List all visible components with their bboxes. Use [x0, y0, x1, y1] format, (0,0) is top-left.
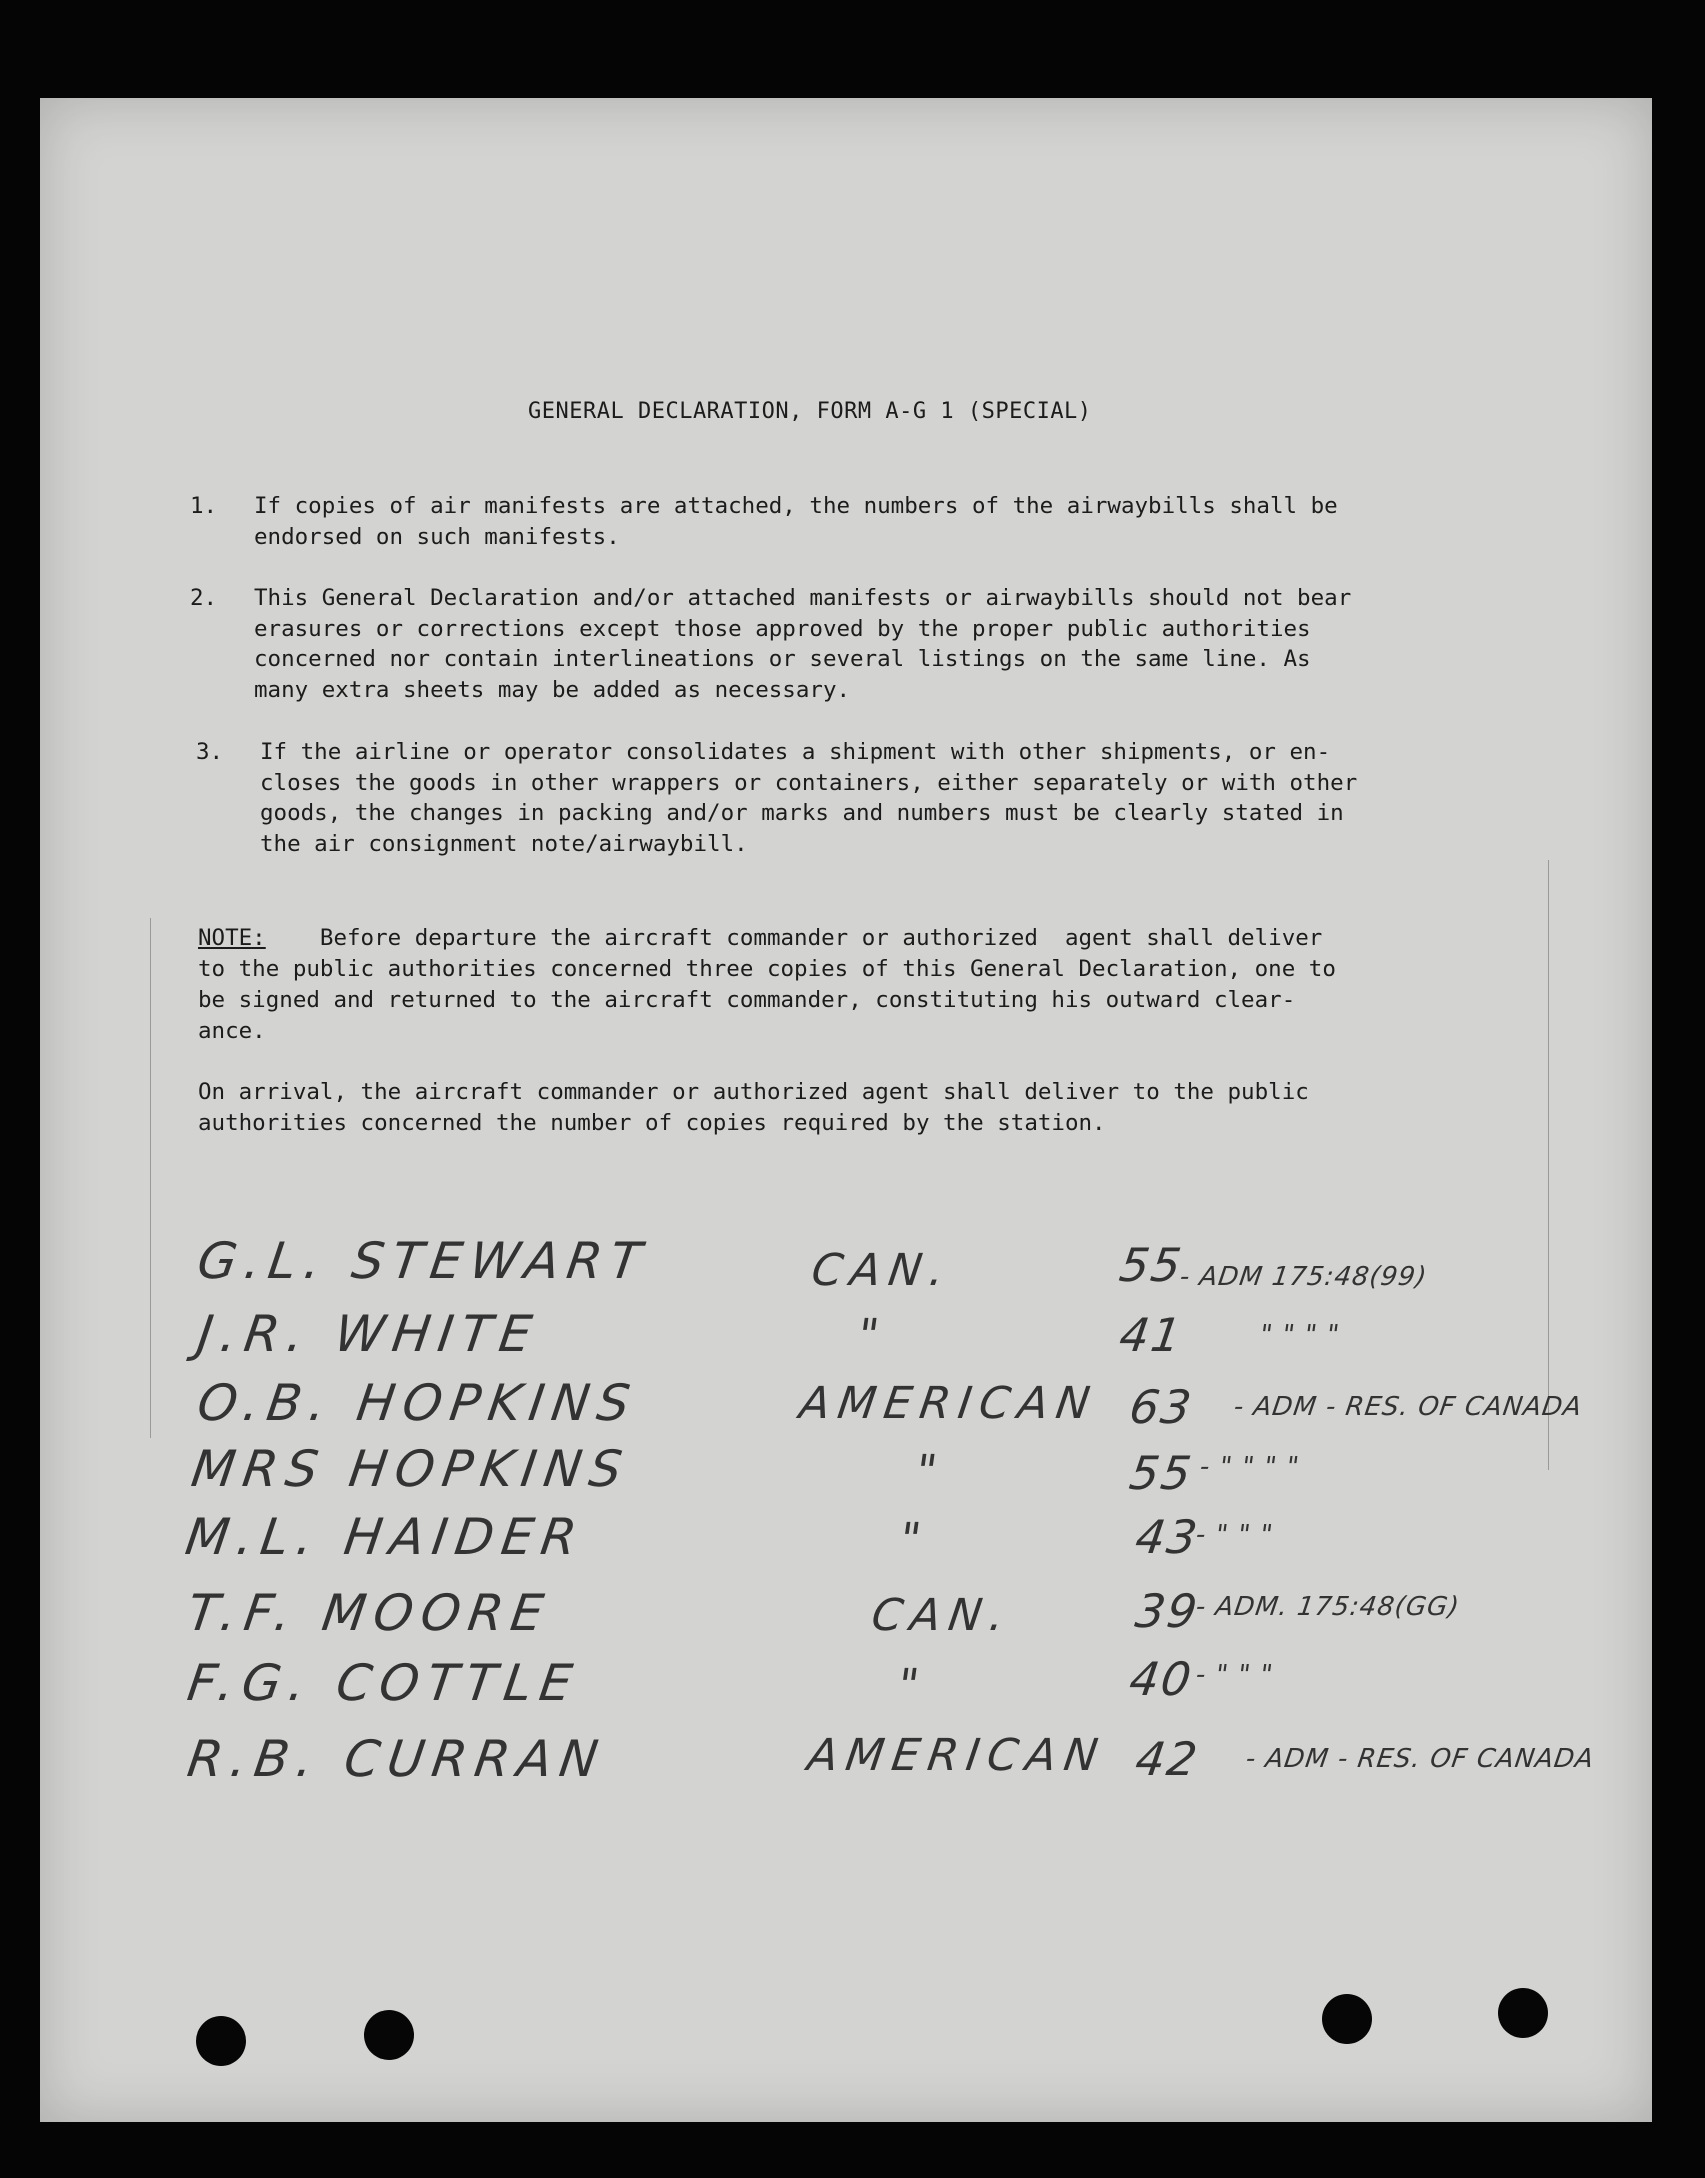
- passenger-remark: - " " ": [1193, 1520, 1276, 1550]
- note-line: ance.: [198, 1018, 266, 1044]
- passenger-name: O.B. HOPKINS: [193, 1374, 642, 1432]
- passenger-name: J.R. WHITE: [193, 1305, 544, 1363]
- passenger-nationality: CAN.: [808, 1245, 956, 1296]
- passenger-remark: - ADM. 175:48(GG): [1193, 1592, 1462, 1622]
- passenger-age: 55: [1116, 1238, 1187, 1292]
- passenger-remark: " " " ": [1257, 1320, 1342, 1350]
- note-line: be signed and returned to the aircraft commander, constituting his outward clear-: [198, 987, 1296, 1013]
- arrival-line: On arrival, the aircraft commander or authorized agent shall deliver to the public: [198, 1079, 1309, 1105]
- passenger-remark: - ADM 175:48(99): [1177, 1262, 1430, 1292]
- passenger-remark: - ADM - RES. OF CANADA: [1243, 1744, 1597, 1774]
- passenger-name: MRS HOPKINS: [187, 1440, 634, 1498]
- item-line: This General Declaration and/or attached manifests or airwaybills should not bear: [254, 585, 1352, 611]
- document-title: GENERAL DECLARATION, FORM A-G 1 (SPECIAL): [528, 399, 1092, 424]
- item-number: 2.: [190, 585, 218, 611]
- passenger-remark: - ADM - RES. OF CANADA: [1231, 1392, 1585, 1422]
- item-line: If the airline or operator consolidates a shipment with other shipments, or en-: [260, 739, 1331, 765]
- item-number: 1.: [190, 493, 218, 519]
- item-line: closes the goods in other wrappers or containers, either separately or with other: [260, 769, 1358, 796]
- passenger-nationality: ": [912, 1446, 948, 1497]
- note-label: NOTE:: [198, 925, 266, 951]
- passenger-name: F.G. COTTLE: [183, 1654, 584, 1712]
- passenger-name: R.B. CURRAN: [183, 1730, 610, 1788]
- note-line: to the public authorities concerned three copies of this General Declaration, one to: [198, 956, 1336, 982]
- punch-hole: [364, 2010, 414, 2060]
- passenger-nationality: CAN.: [868, 1590, 1016, 1641]
- passenger-name: M.L. HAIDER: [181, 1508, 589, 1566]
- punch-hole: [1322, 1994, 1372, 2044]
- item-line: erasures or corrections except those approved by the proper public authorities: [254, 615, 1311, 642]
- form-border-right: [1548, 860, 1549, 1470]
- passenger-nationality: AMERICAN: [804, 1730, 1109, 1781]
- passenger-nationality: ": [854, 1310, 890, 1361]
- passenger-remark: - " " ": [1193, 1660, 1276, 1690]
- punch-hole: [196, 2016, 246, 2066]
- passenger-name: T.F. MOORE: [183, 1584, 555, 1642]
- item-line: If copies of air manifests are attached, the numbers of the airwaybills shall be: [254, 493, 1338, 519]
- passenger-age: 63: [1126, 1380, 1197, 1434]
- passenger-age: 41: [1116, 1308, 1187, 1362]
- passenger-nationality: AMERICAN: [796, 1378, 1101, 1429]
- arrival-paragraph: [198, 1077, 1309, 1139]
- arrival-line: authorities concerned the number of copies required by the station.: [198, 1110, 1106, 1136]
- passenger-age: 40: [1126, 1652, 1197, 1706]
- item-line: the air consignment note/airwaybill.: [260, 830, 748, 857]
- note-first-line: Before departure the aircraft commander or authorized agent shall deliver: [265, 925, 1323, 951]
- passenger-age: 43: [1132, 1510, 1203, 1564]
- item-line: concerned nor contain interlineations or several listings on the same line. As: [254, 646, 1311, 672]
- passenger-age: 42: [1132, 1732, 1203, 1786]
- item-line: goods, the changes in packing and/or marks and numbers must be clearly stated in: [260, 800, 1344, 826]
- item-number: 3.: [196, 739, 224, 765]
- punch-hole: [1498, 1988, 1548, 2038]
- item-line: endorsed on such manifests.: [254, 523, 620, 550]
- item-line: many extra sheets may be added as necessary.: [254, 676, 851, 703]
- passenger-remark: - " " " ": [1197, 1452, 1302, 1482]
- passenger-age: 55: [1126, 1446, 1197, 1500]
- passenger-nationality: ": [896, 1514, 932, 1565]
- passenger-nationality: ": [894, 1660, 930, 1711]
- note-paragraph: [198, 923, 1336, 1047]
- passenger-name: G.L. STEWART: [193, 1232, 653, 1290]
- form-border-left: [150, 918, 151, 1438]
- passenger-age: 39: [1132, 1584, 1203, 1638]
